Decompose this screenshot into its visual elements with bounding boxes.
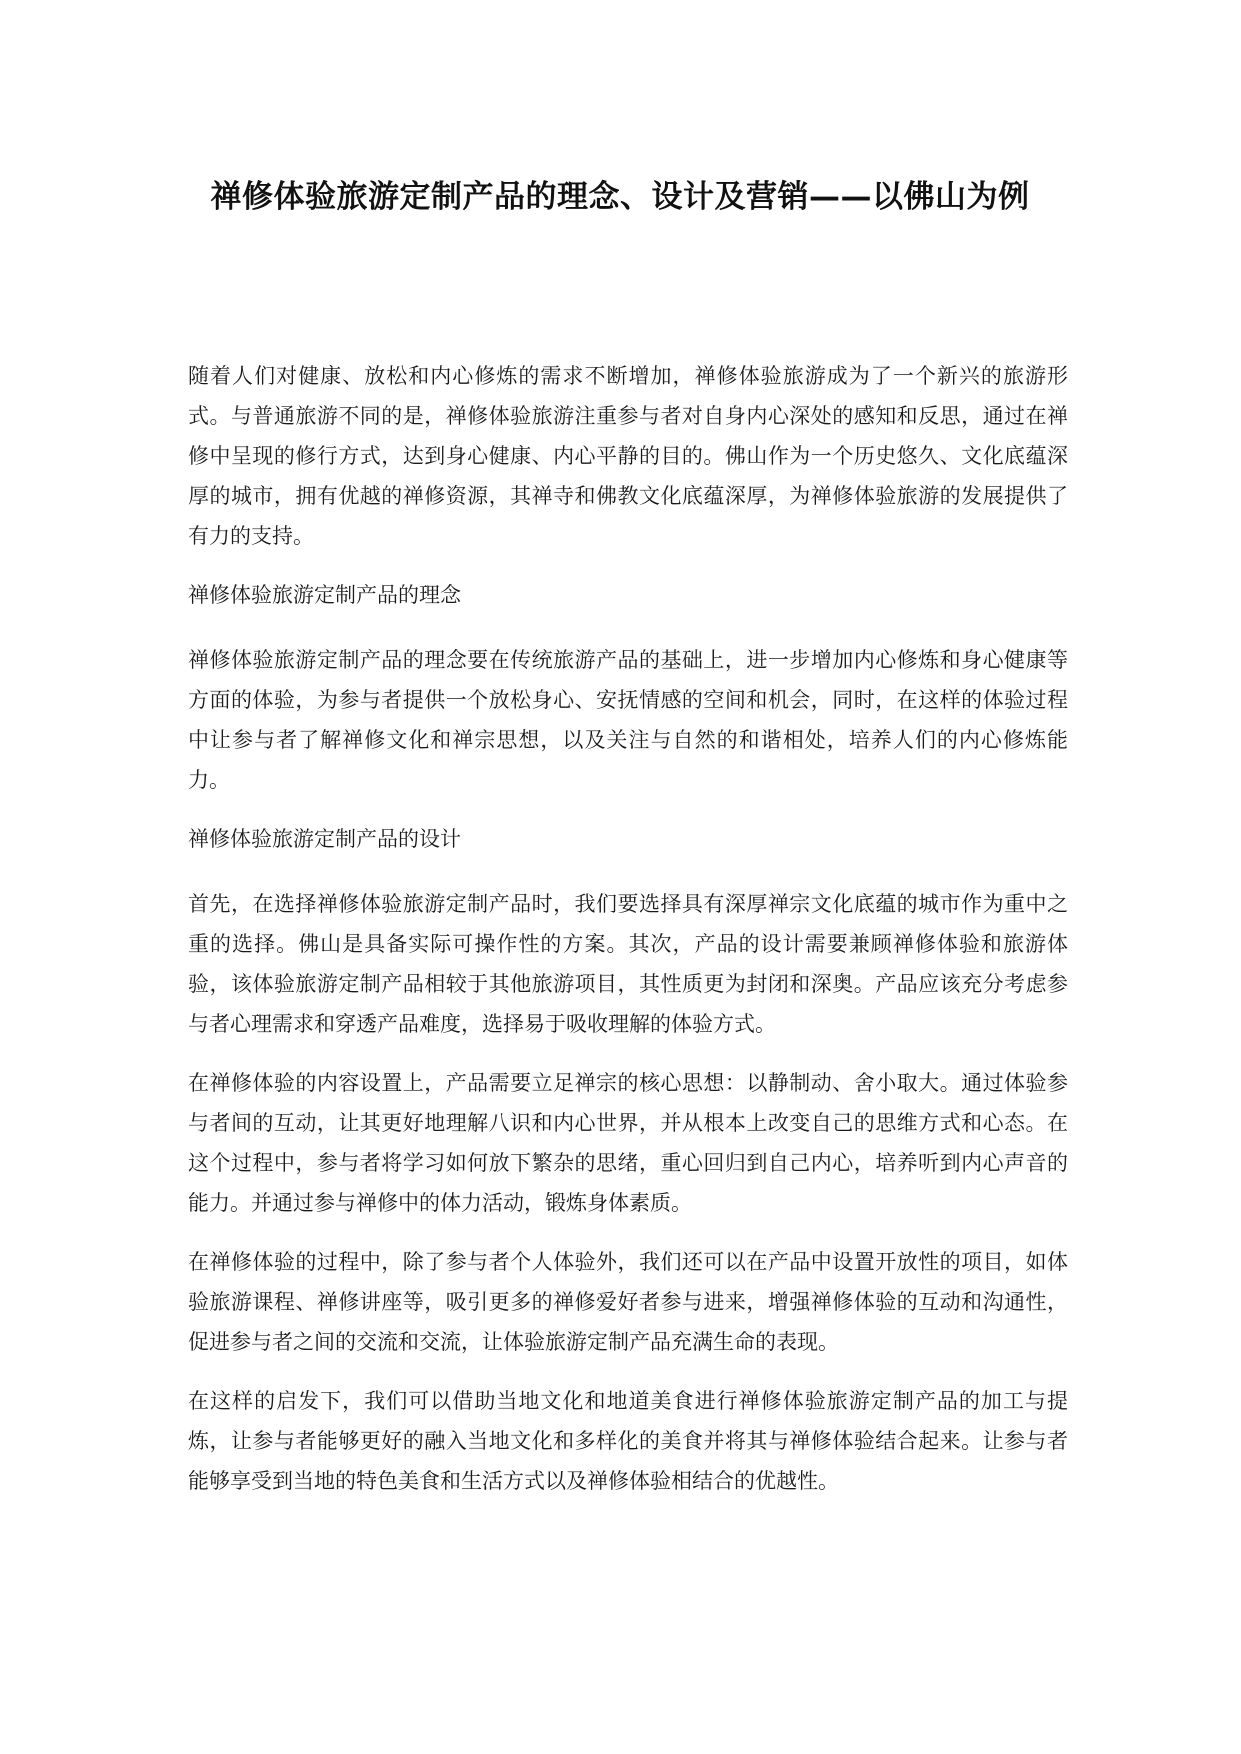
section-heading-design: 禅修体验旅游定制产品的设计 bbox=[188, 827, 461, 851]
intro-paragraph: 随着人们对健康、放松和内心修炼的需求不断增加，禅修体验旅游成为了一个新兴的旅游形式。与普通旅游不同的是，禅修体验旅游注重参与者对自身内心深处的感知和反思，通过在禅修中呈现的修行方式，达到身心健康、内心平静的目的。佛山作为一个历史悠久、文化底蕴深厚的城市，拥有优越的禅修资源，其禅寺和佛教文化底蕴深厚，为禅修体验旅游的发展提供了有力的支持。 bbox=[188, 364, 1068, 548]
document-title: 禅修体验旅游定制产品的理念、设计及营销——以佛山为例 bbox=[210, 179, 1030, 215]
design-paragraph-4: 在这样的启发下，我们可以借助当地文化和地道美食进行禅修体验旅游定制产品的加工与提炼，让参与者能够更好的融入当地文化和多样化的美食并将其与禅修体验结合起来。让参与者能够享受到当地的特色美食和生活方式以及禅修体验相结合的优越性。 bbox=[188, 1389, 1068, 1493]
section-heading-concept: 禅修体验旅游定制产品的理念 bbox=[188, 583, 461, 607]
design-paragraph-1: 首先，在选择禅修体验旅游定制产品时，我们要选择具有深厚禅宗文化底蕴的城市作为重中之重的选择。佛山是具备实际可操作性的方案。其次，产品的设计需要兼顾禅修体验和旅游体验，该体验旅游定制产品相较于其他旅游项目，其性质更为封闭和深奥。产品应该充分考虑参与者心理需求和穿透产品难度，选择易于吸收理解的体验方式。 bbox=[188, 892, 1068, 1036]
design-paragraph-3: 在禅修体验的过程中，除了参与者个人体验外，我们还可以在产品中设置开放性的项目，如体验旅游课程、禅修讲座等，吸引更多的禅修爱好者参与进来，增强禅修体验的互动和沟通性，促进参与者之间的交流和交流，让体验旅游定制产品充满生命的表现。 bbox=[188, 1250, 1068, 1354]
design-paragraph-2: 在禅修体验的内容设置上，产品需要立足禅宗的核心思想：以静制动、舍小取大。通过体验参与者间的互动，让其更好地理解八识和内心世界，并从根本上改变自己的思维方式和心态。在这个过程中，参与者将学习如何放下繁杂的思绪，重心回归到自己内心，培养听到内心声音的能力。并通过参与禅修中的体力活动，锻炼身体素质。 bbox=[188, 1071, 1068, 1215]
concept-paragraph: 禅修体验旅游定制产品的理念要在传统旅游产品的基础上，进一步增加内心修炼和身心健康等方面的体验，为参与者提供一个放松身心、安抚情感的空间和机会，同时，在这样的体验过程中让参与者了解禅修文化和禅宗思想，以及关注与自然的和谐相处，培养人们的内心修炼能力。 bbox=[188, 648, 1068, 792]
document-body bbox=[188, 356, 1068, 1520]
